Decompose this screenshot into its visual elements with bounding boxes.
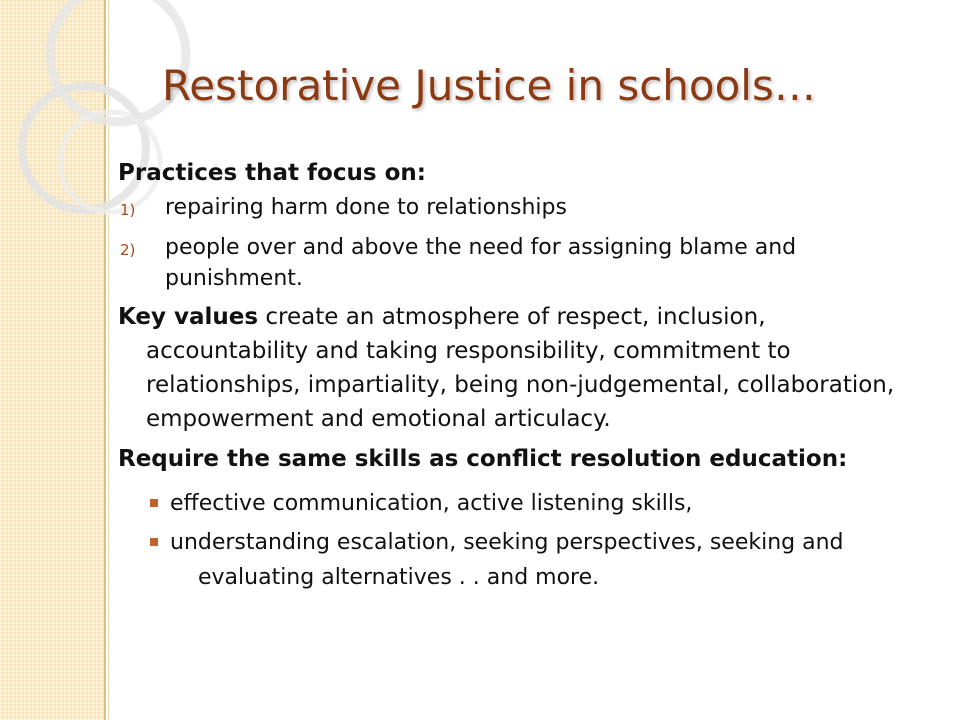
key-values-label: Key values bbox=[118, 304, 259, 330]
item-text: repairing harm done to relationships bbox=[165, 195, 567, 220]
bullet-text: effective communication, active listening skills, bbox=[170, 491, 693, 516]
numbered-item bbox=[118, 192, 908, 226]
square-bullet-icon bbox=[150, 486, 174, 521]
key-values-text: create an atmosphere of respect, inclusion, accountability and taking responsibility, commitment to relationships, impartiality, being non-judgemental, collaboration, empowerment and emotional articulacy. bbox=[146, 304, 895, 432]
item-number: 1) bbox=[120, 201, 136, 219]
slide-body bbox=[118, 156, 908, 599]
square-bullet-icon bbox=[150, 525, 174, 595]
bullet-text: understanding escalation, seeking perspectives, seeking and evaluating alternatives . . and more. bbox=[170, 530, 844, 590]
intro-heading: Practices that focus on: bbox=[118, 160, 426, 186]
item-text: people over and above the need for assigning blame and punishment. bbox=[165, 235, 797, 291]
bullet-item bbox=[118, 525, 908, 595]
numbered-item bbox=[118, 232, 908, 294]
bullet-item bbox=[118, 486, 908, 521]
key-values-paragraph bbox=[118, 300, 908, 436]
item-number: 2) bbox=[120, 241, 136, 259]
skills-heading: Require the same skills as conflict resolution education: bbox=[118, 446, 848, 472]
slide-title: Restorative Justice in schools… bbox=[162, 61, 816, 110]
